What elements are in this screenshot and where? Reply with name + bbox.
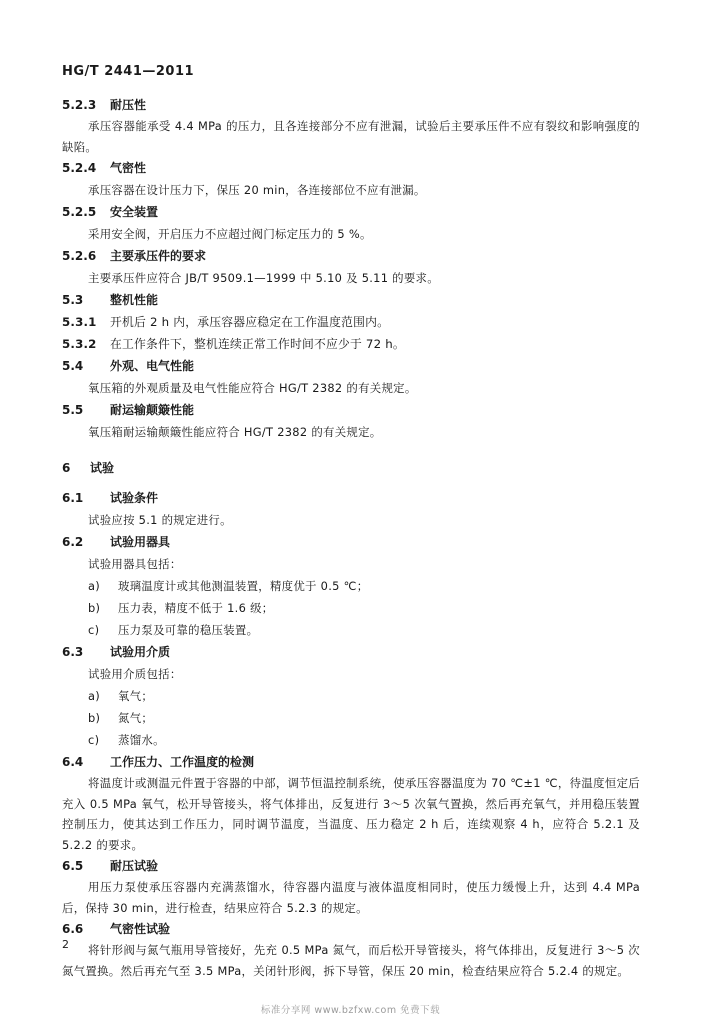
- list-item: [62, 685, 640, 707]
- section-6-5-heading: [62, 855, 640, 877]
- list-marker: c): [88, 733, 100, 747]
- section-title: 试验条件: [110, 491, 159, 505]
- section-title: 耐运输颠簸性能: [110, 403, 195, 417]
- section-5-4-text: 氧压箱的外观质量及电气性能应符合 HG/T 2382 的有关规定。: [88, 381, 417, 395]
- section-6-4-heading: [62, 751, 640, 773]
- standard-code: HG/T 2441—2011: [62, 64, 195, 79]
- section-6-2-intro: 试验用器具包括：: [88, 557, 182, 571]
- list-item: [62, 597, 640, 619]
- section-title: 安全装置: [110, 205, 159, 219]
- chapter-6-heading: [62, 457, 640, 479]
- section-6-1-text: 试验应按 5.1 的规定进行。: [88, 513, 232, 527]
- section-title: 整机性能: [110, 293, 159, 307]
- section-title: 气密性: [110, 161, 147, 175]
- section-5-2-5-text: 采用安全阀，开启压力不应超过阀门标定压力的 5 %。: [88, 227, 372, 241]
- section-5-2-3-text: 承压容器能承受 4.4 MPa 的压力，且各连接部分不应有泄漏，试验后主要承压件不应有裂纹和影响强度的缺陷。: [62, 119, 640, 154]
- section-6-1-heading: [62, 487, 640, 509]
- list-item: [62, 575, 640, 597]
- section-title: 外观、电气性能: [110, 359, 195, 373]
- section-number: 6.2: [62, 535, 84, 549]
- section-title: 工作压力、工作温度的检测: [110, 755, 255, 769]
- list-marker: b): [88, 711, 101, 725]
- section-5-3-2: [62, 333, 640, 355]
- document-body: [62, 94, 640, 981]
- section-number: 6.3: [62, 645, 84, 659]
- section-text: 开机后 2 h 内，承压容器应稳定在工作温度范围内。: [110, 315, 390, 329]
- section-6-3-heading: [62, 641, 640, 663]
- section-5-2-4-text: 承压容器在设计压力下，保压 20 min，各连接部位不应有泄漏。: [88, 183, 426, 197]
- section-6-2-heading: [62, 531, 640, 553]
- section-6-4-text: 将温度计或测温元件置于容器的中部，调节恒温控制系统，使承压容器温度为 70 ℃±1 ℃，待温度恒定后充入 0.5 MPa 氧气，松开导管接头，将气体排出，反复进行 3～5 次氧气置换，然后再充氧气，并用稳压装置控制压力，使其达到工作压力，同时调节温度，当温度、压力稳定 2 h 后，连续观察 4 h，应符合 5.2.1 及 5.2.2 的要求。: [62, 776, 640, 852]
- section-5-5-text: 氧压箱耐运输颠簸性能应符合 HG/T 2382 的有关规定。: [88, 425, 382, 439]
- section-number: 6.5: [62, 859, 84, 873]
- list-text: 压力泵及可靠的稳压装置。: [118, 623, 259, 637]
- section-number: 5.4: [62, 359, 84, 373]
- section-title: 试验用器具: [110, 535, 171, 549]
- section-5-2-6-heading: [62, 245, 640, 267]
- section-5-5-heading: [62, 399, 640, 421]
- section-number: 5.2.3: [62, 98, 97, 112]
- footer-watermark: 标准分享网 www.bzfxw.com 免费下载: [260, 1005, 441, 1016]
- list-marker: b): [88, 601, 101, 615]
- list-text: 压力表，精度不低于 1.6 级；: [118, 601, 274, 615]
- section-5-2-5-heading: [62, 201, 640, 223]
- chapter-title: 试验: [90, 461, 115, 475]
- chapter-number: 6: [62, 461, 71, 475]
- list-marker: a): [88, 579, 101, 593]
- section-5-4-heading: [62, 355, 640, 377]
- page-number: 2: [62, 938, 69, 951]
- section-5-2-3-heading: [62, 94, 640, 116]
- section-number: 5.5: [62, 403, 84, 417]
- section-title: 耐压试验: [110, 859, 159, 873]
- list-text: 氧气；: [118, 689, 154, 703]
- list-item: [62, 707, 640, 729]
- section-5-3-1: [62, 311, 640, 333]
- section-title: 试验用介质: [110, 645, 171, 659]
- section-number: 6.6: [62, 922, 84, 936]
- section-number: 6.1: [62, 491, 84, 505]
- list-marker: a): [88, 689, 101, 703]
- section-number: 5.3.1: [62, 315, 97, 329]
- section-title: 气密性试验: [110, 922, 171, 936]
- section-title: 耐压性: [110, 98, 147, 112]
- section-title: 主要承压件的要求: [110, 249, 207, 263]
- section-number: 6.4: [62, 755, 84, 769]
- list-text: 蒸馏水。: [118, 733, 165, 747]
- section-5-3-heading: [62, 289, 640, 311]
- list-marker: c): [88, 623, 100, 637]
- list-item: [62, 729, 640, 751]
- section-number: 5.2.6: [62, 249, 97, 263]
- list-text: 玻璃温度计或其他测温装置，精度优于 0.5 ℃；: [118, 579, 369, 593]
- section-6-3-intro: 试验用介质包括：: [88, 667, 182, 681]
- section-5-2-4-heading: [62, 157, 640, 179]
- section-number: 5.3.2: [62, 337, 97, 351]
- section-number: 5.2.5: [62, 205, 97, 219]
- section-5-2-6-text: 主要承压件应符合 JB/T 9509.1—1999 中 5.10 及 5.11 的要求。: [88, 271, 439, 285]
- section-number: 5.2.4: [62, 161, 97, 175]
- list-text: 氮气；: [118, 711, 154, 725]
- section-text: 在工作条件下，整机连续正常工作时间不应少于 72 h。: [110, 337, 405, 351]
- section-6-5-text: 用压力泵使承压容器内充满蒸馏水，待容器内温度与液体温度相同时，使压力缓慢上升，达到 4.4 MPa 后，保持 30 min，进行检查，结果应符合 5.2.3 的规定。: [62, 880, 640, 915]
- list-item: [62, 619, 640, 641]
- section-number: 5.3: [62, 293, 84, 307]
- section-6-6-text: 将针形阀与氮气瓶用导管接好，先充 0.5 MPa 氮气，而后松开导管接头，将气体排出，反复进行 3～5 次氮气置换。然后再充气至 3.5 MPa，关闭针形阀，拆下导管，保压 20 min，检查结果应符合 5.2.4 的规定。: [62, 943, 640, 978]
- section-6-6-heading: [62, 918, 640, 940]
